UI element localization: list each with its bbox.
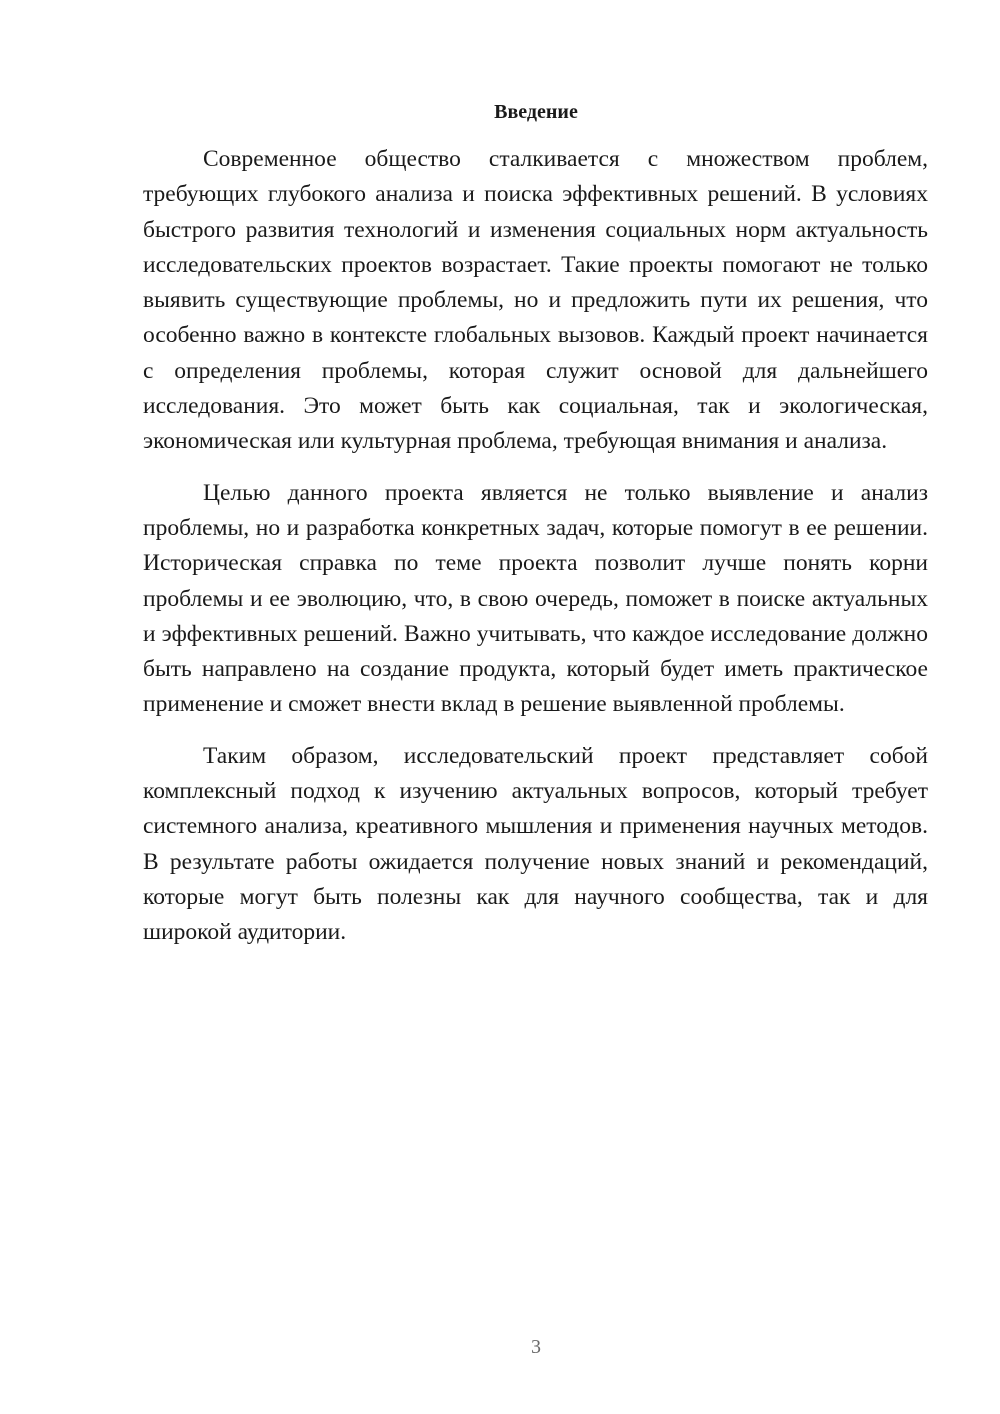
- paragraph-introduction: Современное общество сталкивается с множеством проблем, требующих глубокого анализа и поиска эффективных решений. В условиях быстрого развития технологий и изменения социальных норм актуальность исследовательских проектов возрастает. Такие проекты помогают не только выявить существующие проблемы, но и предложить пути их решения, что особенно важно в контексте глобальных вызовов. Каждый проект начинается с определения проблемы, которая служит основой для дальнейшего исследования. Это может быть как социальная, так и экологическая, экономическая или культурная проблема, требующая внимания и анализа.: [143, 146, 928, 455]
- document-body: [143, 142, 928, 951]
- paragraph-conclusion: Таким образом, исследовательский проект представляет собой комплексный подход к изучению актуальных вопросов, который требует системного анализа, креативного мышления и применения научных методов. В результате работы ожидается получение новых знаний и рекомендаций, которые могут быть полезны как для научного сообщества, так и для широкой аудитории.: [143, 742, 928, 946]
- page-number: 3: [531, 1336, 541, 1358]
- paragraph-goal: Целью данного проекта является не только выявление и анализ проблемы, но и разработка конкретных задач, которые помогут в ее решении. Историческая справка по теме проекта позволит лучше понять корни проблемы и ее эволюцию, что, в свою очередь, поможет в поиске актуальных и эффективных решений. Важно учитывать, что каждое исследование должно быть направлено на создание продукта, который будет иметь практическое применение и сможет внести вклад в решение выявленной проблемы.: [143, 479, 928, 718]
- page-title: Введение: [494, 101, 578, 123]
